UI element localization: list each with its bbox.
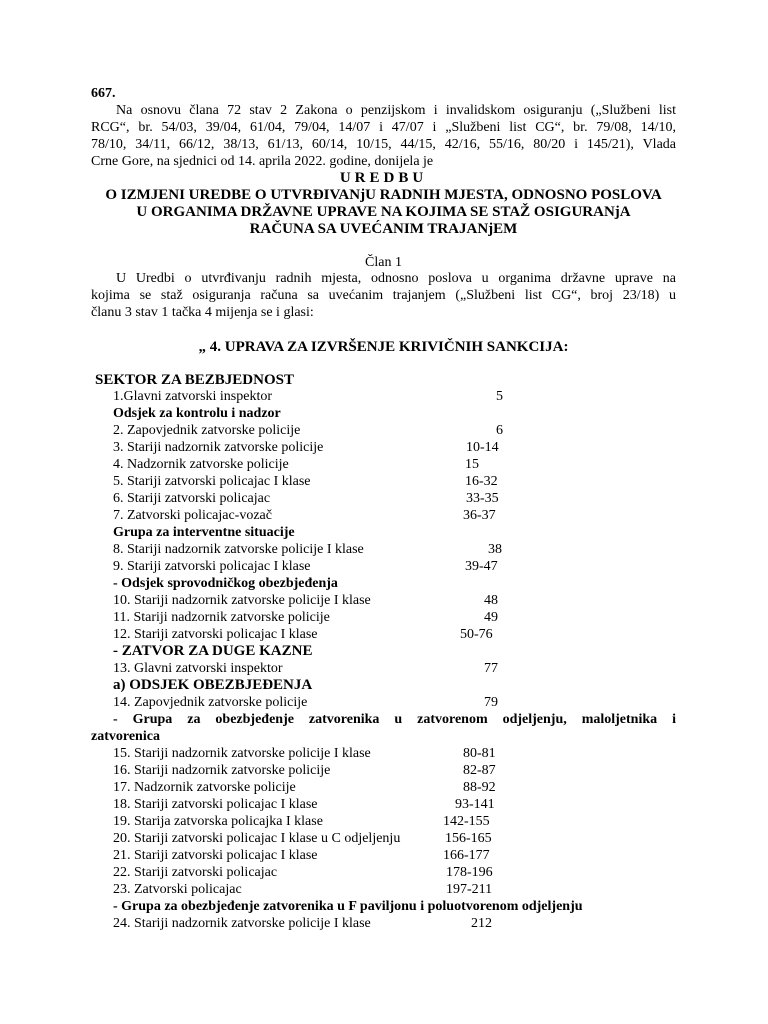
list-item-number: 38 (488, 542, 502, 557)
list-item-label: 17. Nadzornik zatvorske policije (113, 780, 296, 795)
list-item-label: 1.Glavni zatvorski inspektor (113, 389, 273, 404)
list-item-number: 82-87 (463, 763, 496, 778)
list-item-label: 9. Stariji zatvorski policajac I klase (113, 559, 311, 574)
group-heading-line-1: - Grupa za obezbjeđenje zatvorenika u zatvorenom odjeljenju, maloljetnika i (113, 712, 676, 727)
list-item-label: 10. Stariji nadzornik zatvorske policije I klase (113, 593, 371, 608)
list-item-label: 3. Stariji nadzornik zatvorske policije (113, 440, 324, 455)
preamble-line-3: 78/10, 34/11, 66/12, 38/13, 61/13, 60/14, 10/15, 44/15, 42/16, 55/16, 80/20 i 145/21), Vlada (91, 137, 676, 152)
list-item-number: 93-141 (455, 797, 495, 812)
list-item-label: 6. Stariji zatvorski policajac (113, 491, 271, 506)
group-heading: a) ODSJEK OBEZBJEĐENJA (113, 677, 313, 693)
list-item-number: 48 (484, 593, 498, 608)
list-item-label: 14. Zapovjednik zatvorske policije (113, 695, 308, 710)
list-item-label: 16. Stariji nadzornik zatvorske policije (113, 763, 331, 778)
list-item-label: 21. Stariji zatvorski policajac I klase (113, 848, 318, 863)
document-title: UREDBU (339, 170, 428, 186)
list-item-label: 4. Nadzornik zatvorske policije (113, 457, 289, 472)
list-item-number: 79 (484, 695, 498, 710)
subtitle-line-1: O IZMJENI UREDBE O UTVRĐIVANjU RADNIH MJESTA, ODNOSNO POSLOVA (105, 187, 662, 203)
list-item-number: 15 (465, 457, 479, 472)
article-heading: Član 1 (365, 255, 402, 270)
list-item-label: 22. Stariji zatvorski policajac (113, 865, 278, 880)
list-item-label: 5. Stariji zatvorski policajac I klase (113, 474, 311, 489)
article-body-line-3: članu 3 stav 1 tačka 4 mijenja se i glasi: (91, 305, 314, 320)
preamble-line-2: RCG“, br. 54/03, 39/04, 61/04, 79/04, 14/07 i 47/07 i „Službeni list CG“, br. 79/08, 14/10, (91, 120, 676, 135)
list-item-number: 36-37 (463, 508, 496, 523)
list-item-label: 12. Stariji zatvorski policajac I klase (113, 627, 318, 642)
list-item-label: 24. Stariji nadzornik zatvorske policije I klase (113, 916, 371, 931)
preamble-line-4: Crne Gore, na sjednici od 14. aprila 2022. godine, donijela je (91, 154, 434, 169)
list-item-label: 18. Stariji zatvorski policajac I klase (113, 797, 318, 812)
list-item-label: 15. Stariji nadzornik zatvorske policije I klase (113, 746, 371, 761)
list-item-label: 20. Stariji zatvorski policajac I klase u C odjeljenju (113, 831, 401, 846)
preamble-line-1: Na osnovu člana 72 stav 2 Zakona o penzijskom i invalidskom osiguranju („Službeni list (116, 103, 676, 118)
group-heading: Odsjek za kontrolu i nadzor (113, 406, 281, 421)
list-item-label: 23. Zatvorski policajac (113, 882, 242, 897)
section-heading: „ 4. UPRAVA ZA IZVRŠENJE KRIVIČNIH SANKCIJA: (198, 339, 569, 355)
list-item-number: 166-177 (443, 848, 490, 863)
list-item-number: 10-14 (466, 440, 499, 455)
list-item-number: 5 (496, 389, 503, 404)
list-item-label: 11. Stariji nadzornik zatvorske policije (113, 610, 330, 625)
article-body-line-1: U Uredbi o utvrđivanju radnih mjesta, odnosno poslova u organima državne uprave na (116, 271, 676, 286)
list-item-number: 88-92 (463, 780, 496, 795)
list-item-label: 19. Starija zatvorska policajka I klase (113, 814, 323, 829)
list-item-number: 16-32 (465, 474, 498, 489)
article-body-line-2: kojima se staž osiguranja računa sa uvećanim trajanjem („Službeni list CG“, broj 23/18) u (91, 288, 676, 303)
group-heading-line-2: zatvorenica (91, 729, 160, 744)
group-heading: - Grupa za obezbjeđenje zatvorenika u F paviljonu i poluotvorenom odjeljenju (113, 899, 583, 914)
group-heading: - ZATVOR ZA DUGE KAZNE (113, 643, 313, 659)
list-item-number: 6 (496, 423, 503, 438)
list-item-label: 8. Stariji nadzornik zatvorske policije I klase (113, 542, 364, 557)
list-item-number: 212 (471, 916, 492, 931)
group-heading: Grupa za interventne situacije (113, 525, 295, 540)
act-number: 667. (91, 86, 116, 101)
list-item-number: 50-76 (460, 627, 493, 642)
list-item-number: 33-35 (466, 491, 499, 506)
list-item-number: 197-211 (446, 882, 493, 897)
list-item-number: 77 (484, 661, 498, 676)
list-item-number: 80-81 (463, 746, 496, 761)
list-item-number: 156-165 (445, 831, 492, 846)
list-item-label: 2. Zapovjednik zatvorske policije (113, 423, 301, 438)
list-item-label: 13. Glavni zatvorski inspektor (113, 661, 283, 676)
subtitle-line-3: RAČUNA SA UVEĆANIM TRAJANjEM (249, 221, 518, 237)
sector-heading: SEKTOR ZA BEZBJEDNOST (95, 372, 294, 388)
list-item-number: 142-155 (443, 814, 490, 829)
list-item-number: 39-47 (465, 559, 498, 574)
list-item-label: 7. Zatvorski policajac-vozač (113, 508, 272, 523)
list-item-number: 178-196 (446, 865, 493, 880)
subtitle-line-2: U ORGANIMA DRŽAVNE UPRAVE NA KOJIMA SE STAŽ OSIGURANjA (136, 204, 631, 220)
list-item-number: 49 (484, 610, 498, 625)
group-heading: - Odsjek sprovodničkog obezbjeđenja (113, 576, 338, 591)
